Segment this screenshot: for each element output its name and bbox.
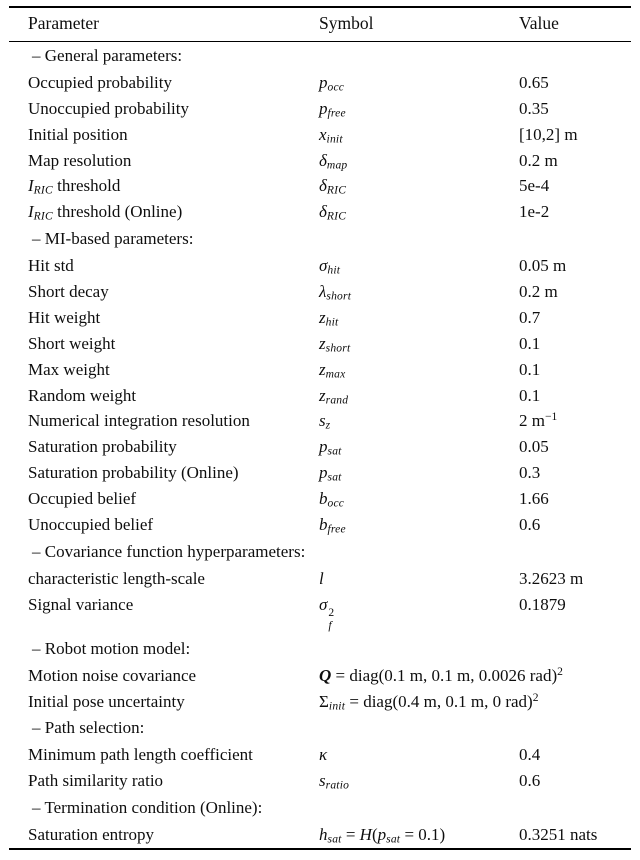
- table-row: [9, 591, 631, 634]
- table-row: [9, 822, 631, 849]
- parameter-cell: Signal variance: [28, 594, 134, 614]
- value-cell: 0.1: [519, 359, 541, 379]
- parameter-cell: Map resolution: [28, 150, 132, 170]
- table-row: [9, 460, 631, 486]
- section-label: – General parameters:: [32, 46, 183, 65]
- symbol-cell: $z_{hit}$: [319, 307, 339, 329]
- symbol-cell: $\delta_{RIC}$: [319, 176, 347, 197]
- symbol-cell: $\Sigma_{init}$ = diag(0.4 m, 0.1 m, 0 rad)$^2$: [319, 690, 539, 713]
- parameter-cell: Unoccupied belief: [28, 515, 154, 535]
- parameter-cell: Hit weight: [28, 307, 101, 327]
- table-row: [9, 663, 631, 689]
- section-label: – Path selection:: [32, 718, 145, 738]
- col-header-symbol: Symbol: [319, 7, 519, 42]
- symbol-cell: $b_{free}$: [319, 515, 346, 536]
- parameter-cell: Initial pose uncertainty: [28, 691, 185, 711]
- value-cell: 0.7: [519, 307, 541, 327]
- section-row: [9, 635, 631, 663]
- parameter-cell: Unoccupied probability: [28, 98, 189, 118]
- table-row: [9, 408, 631, 434]
- parameter-cell: Hit std: [28, 255, 74, 275]
- table-row: [9, 96, 631, 122]
- header-row: [9, 7, 631, 42]
- parameter-cell: Initial position: [28, 124, 128, 144]
- col-header-parameter: Parameter: [9, 7, 319, 42]
- value-cell: [10,2] m: [519, 124, 578, 144]
- table-header: [9, 7, 631, 42]
- symbol-cell: $z_{short}$: [319, 333, 351, 355]
- table-row: [9, 768, 631, 794]
- table-row: [9, 305, 631, 331]
- col-header-value: Value: [519, 7, 631, 42]
- parameter-cell: Short decay: [28, 281, 109, 301]
- table-body: [9, 42, 631, 849]
- value-cell: 0.6: [519, 515, 541, 535]
- symbol-cell: $p_{free}$: [319, 98, 346, 120]
- stacked-supsub: 2 f: [328, 606, 335, 632]
- table-row: [9, 147, 631, 173]
- table-row: [9, 357, 631, 383]
- symbol-cell: $\delta_{RIC}$: [319, 202, 347, 223]
- parameter-cell: Motion noise covariance: [28, 665, 197, 685]
- symbol-cell: $b_{occ}$: [319, 489, 345, 510]
- symbol-cell: $\lambda_{short}$: [319, 281, 352, 303]
- section-label: – MI-based parameters:: [32, 229, 194, 249]
- table-row: [9, 279, 631, 305]
- table-row: [9, 70, 631, 96]
- symbol-cell: $p_{occ}$: [319, 72, 345, 94]
- section-row: [9, 225, 631, 253]
- parameter-cell: Minimum path length coefficient: [28, 745, 253, 765]
- value-cell: 3.2623 m: [519, 568, 584, 588]
- parameter-cell: $I_{RIC}$ threshold: [28, 176, 121, 197]
- table-row: [9, 253, 631, 279]
- parameter-cell: Saturation probability (Online): [28, 463, 239, 483]
- value-cell: 0.05 m: [519, 255, 567, 275]
- symbol-cell: $z_{max}$: [319, 359, 346, 381]
- value-cell: 0.1: [519, 385, 541, 405]
- section-label: – Covariance function hyperparameters:: [32, 541, 306, 561]
- parameter-cell: characteristic length-scale: [28, 568, 205, 588]
- table-row: [9, 382, 631, 408]
- symbol-cell: l: [319, 568, 324, 588]
- parameter-cell: Short weight: [28, 333, 116, 353]
- symbol-cell: $z_{rand}$: [319, 385, 349, 407]
- section-row: [9, 714, 631, 742]
- parameter-cell: Occupied probability: [28, 72, 172, 92]
- symbol-cell: $x_{init}$: [319, 124, 343, 146]
- table-row: [9, 486, 631, 512]
- parameter-cell: Saturation entropy: [28, 824, 155, 844]
- parameter-cell: Numerical integration resolution: [28, 411, 250, 431]
- symbol-cell: $p_{sat}$: [319, 463, 342, 484]
- value-cell: 1e-2: [519, 202, 550, 222]
- symbol-cell: $p_{sat}$: [319, 437, 342, 458]
- value-cell: 0.3251 nats: [519, 824, 598, 844]
- symbol-cell: σ 2 f: [319, 594, 335, 632]
- symbol-cell: $h_{sat} = H(p_{sat} = 0.1)$: [319, 824, 446, 846]
- parameter-cell: $I_{RIC}$ threshold (Online): [28, 202, 183, 223]
- value-cell: 0.05: [519, 437, 549, 457]
- symbol-cell: $s_{ratio}$: [319, 771, 350, 792]
- symbol-cell: $\delta_{map}$: [319, 150, 348, 172]
- symbol-cell: $s_z$: [319, 411, 331, 432]
- table-row: [9, 173, 631, 199]
- parameter-cell: Max weight: [28, 359, 110, 379]
- value-cell: 0.6: [519, 771, 541, 791]
- value-cell: 1.66: [519, 489, 549, 509]
- value-cell: 0.2 m: [519, 150, 558, 170]
- value-cell: 0.3: [519, 463, 541, 483]
- section-row: [9, 42, 631, 70]
- value-cell: 0.65: [519, 72, 549, 92]
- table-row: [9, 199, 631, 225]
- symbol-cell: κ: [319, 745, 328, 765]
- value-cell: 0.1: [519, 333, 541, 353]
- section-label: – Termination condition (Online):: [32, 797, 263, 817]
- table-row: [9, 512, 631, 538]
- table-row: [9, 742, 631, 768]
- value-cell: 2 $m^{-1}$: [519, 410, 558, 431]
- table-row: [9, 331, 631, 357]
- parameters-table: [9, 6, 631, 850]
- symbol-cell: Q = diag(0.1 m, 0.1 m, 0.0026 rad)$^2$: [319, 664, 563, 685]
- section-row: [9, 538, 631, 566]
- table-row: [9, 122, 631, 148]
- value-cell: 0.4: [519, 745, 541, 765]
- table-row: [9, 434, 631, 460]
- value-cell: 5e-4: [519, 176, 550, 196]
- parameter-cell: Random weight: [28, 385, 137, 405]
- table-row: [9, 688, 631, 714]
- section-row: [9, 794, 631, 822]
- section-label: – Robot motion model:: [32, 638, 191, 658]
- parameter-cell: Saturation probability: [28, 437, 177, 457]
- parameter-cell: Occupied belief: [28, 489, 137, 509]
- value-cell: 0.1879: [519, 594, 566, 614]
- value-cell: 0.2 m: [519, 281, 558, 301]
- value-cell: 0.35: [519, 98, 549, 118]
- table-row: [9, 566, 631, 592]
- parameter-cell: Path similarity ratio: [28, 771, 164, 791]
- symbol-cell: $\sigma_{hit}$: [319, 255, 341, 277]
